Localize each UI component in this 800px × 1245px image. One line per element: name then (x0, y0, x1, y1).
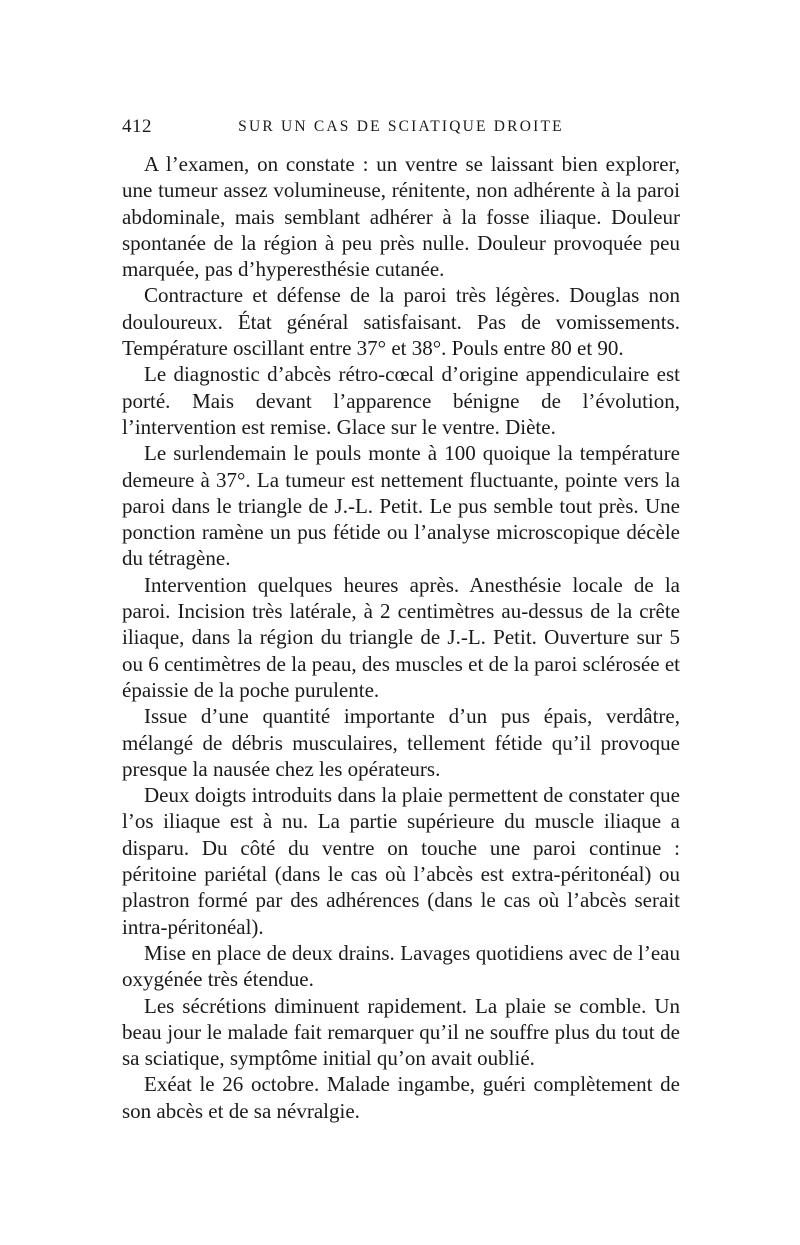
body-text (122, 151, 680, 1124)
page-header (122, 116, 680, 142)
paragraph-recovery: Les sécrétions diminuent rapidement. La plaie se comble. Un beau jour le malade fait remarquer qu’il ne souffre plus du tout de sa sciatique, symptôme initial qu’on avait oublié. (122, 993, 680, 1071)
paragraph-next-day: Le surlendemain le pouls monte à 100 quoique la température demeure à 37°. La tumeur est nettement fluctuante, pointe vers la paroi dans le triangle de J.-L. Petit. Le pus semble tout près. Une ponction ramène un pus fétide ou l’analyse microscopique décèle du tétragène. (122, 441, 680, 571)
paragraph-intervention: Intervention quelques heures après. Anesthésie locale de la paroi. Incision très latérale, à 2 centimètres au-dessus de la crête iliaque, dans la région du triangle de J.-L. Petit. Ouverture sur 5 ou 6 centimètres de la peau, des muscles et de la paroi sclérosée et épaissie de la poche purulente. (122, 572, 680, 702)
paragraph-pus-issue: Issue d’une quantité importante d’un pus épais, verdâtre, mélangé de débris musculaires, tellement fétide qu’il provoque presque la nausée chez les opérateurs. (122, 704, 680, 781)
paragraph-discharge: Exéat le 26 octobre. Malade ingambe, guéri complètement de son abcès et de sa névralgie. (122, 1072, 680, 1123)
paragraph-diagnosis: Le diagnostic d’abcès rétro-cœcal d’origine appendiculaire est porté. Mais devant l’apparence bénigne de l’évolution, l’intervention est remise. Glace sur le ventre. Diète. (122, 362, 680, 439)
paragraph-drains: Mise en place de deux drains. Lavages quotidiens avec de l’eau oxygénée très étendue. (122, 940, 680, 992)
page-number: 412 (122, 116, 152, 137)
running-head: SUR UN CAS DE SCIATIQUE DROITE (238, 118, 564, 135)
paragraph-exploration: Deux doigts introduits dans la plaie permettent de constater que l’os iliaque est à nu. La partie supérieure du muscle iliaque a disparu. Du côté du ventre on touche une paroi continue : péritoine pariétal (dans le cas où l’abcès est extra-péritonéal) ou plastron formé par des adhérences (dans le cas où l’abcès serait intra-péritonéal). (122, 783, 680, 939)
paragraph-examination: A l’examen, on constate : un ventre se laissant bien explorer, une tumeur assez volumineuse, rénitente, non adhérente à la paroi abdominale, mais semblant adhérer à la fosse iliaque. Douleur spontanée de la région à peu près nulle. Douleur provoquée peu marquée, pas d’hyperesthésie cutanée. (122, 152, 680, 282)
paragraph-contracture: Contracture et défense de la paroi très légères. Douglas non douloureux. État général satisfaisant. Pas de vomissements. Température oscillant entre 37° et 38°. Pouls entre 80 et 90. (122, 283, 680, 361)
